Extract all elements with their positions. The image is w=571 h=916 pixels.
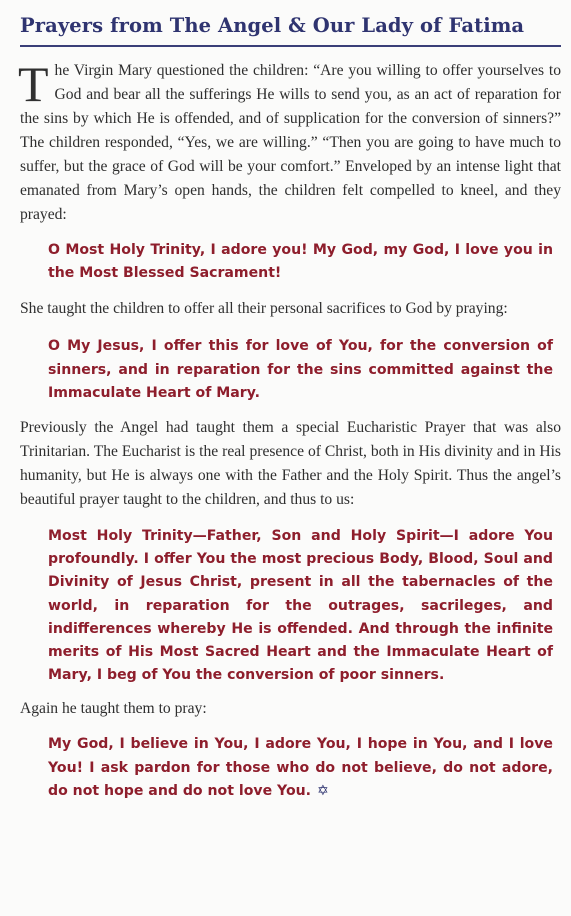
prayer-pardon-text: My God, I believe in You, I adore You, I hope in You, and I love You! I ask pardon for those who do not believe, do not adore, do not hope and do not love You. (48, 736, 553, 799)
drop-cap: T (18, 56, 49, 112)
star-of-david-icon: ✡ (317, 782, 329, 799)
eucharist-paragraph: Previously the Angel had taught them a special Eucharistic Prayer that was also Trinitarian. The Eucharist is the real presence of Christ, both in His divinity and in His humanity, but He is always one with the Father and the Holy Spirit. Thus the angel’s beautiful prayer taught to the children, and thus to us: (20, 419, 561, 509)
prayer-sacrifice: O My Jesus, I offer this for love of You, for the conversion of sinners, and in reparation for the sins committed against the Immaculate Heart of Mary. (48, 338, 553, 401)
prayer-pardon (48, 733, 553, 803)
intro-text: he Virgin Mary questioned the children: “Are you willing to offer yourselves to God and bear all the sufferings He wills to send you, as an act of reparation for the sins by which He is offended, and of supplication for the conversion of sinners?” The children responded, “Yes, we are willing.” “Then you are going to have much to suffer, but the grace of God will be your comfort.” Enveloped by an intense light that emanated from Mary’s open hands, the children felt compelled to kneel, and they prayed: (20, 62, 561, 223)
title-rule (20, 45, 561, 47)
prayer-angel: Most Holy Trinity—Father, Son and Holy Spirit—I adore You profoundly. I offer You the most precious Body, Blood, Soul and Divinity of Jesus Christ, present in all the tabernacles of the world, in reparation for the outrages, sacrileges, and indifferences whereby He is offended. And through the infinite merits of His Most Sacred Heart and the Immaculate Heart of Mary, I beg of You the conversion of poor sinners. (48, 528, 553, 684)
intro-paragraph (18, 56, 561, 227)
pardon-intro-paragraph: Again he taught them to pray: (20, 700, 207, 718)
prayer-adoration: O Most Holy Trinity, I adore you! My God, my God, I love you in the Most Blessed Sacrament! (48, 242, 553, 282)
sacrifice-paragraph: She taught the children to offer all their personal sacrifices to God by praying: (20, 300, 508, 318)
page-title: Prayers from The Angel & Our Lady of Fatima (20, 14, 525, 37)
